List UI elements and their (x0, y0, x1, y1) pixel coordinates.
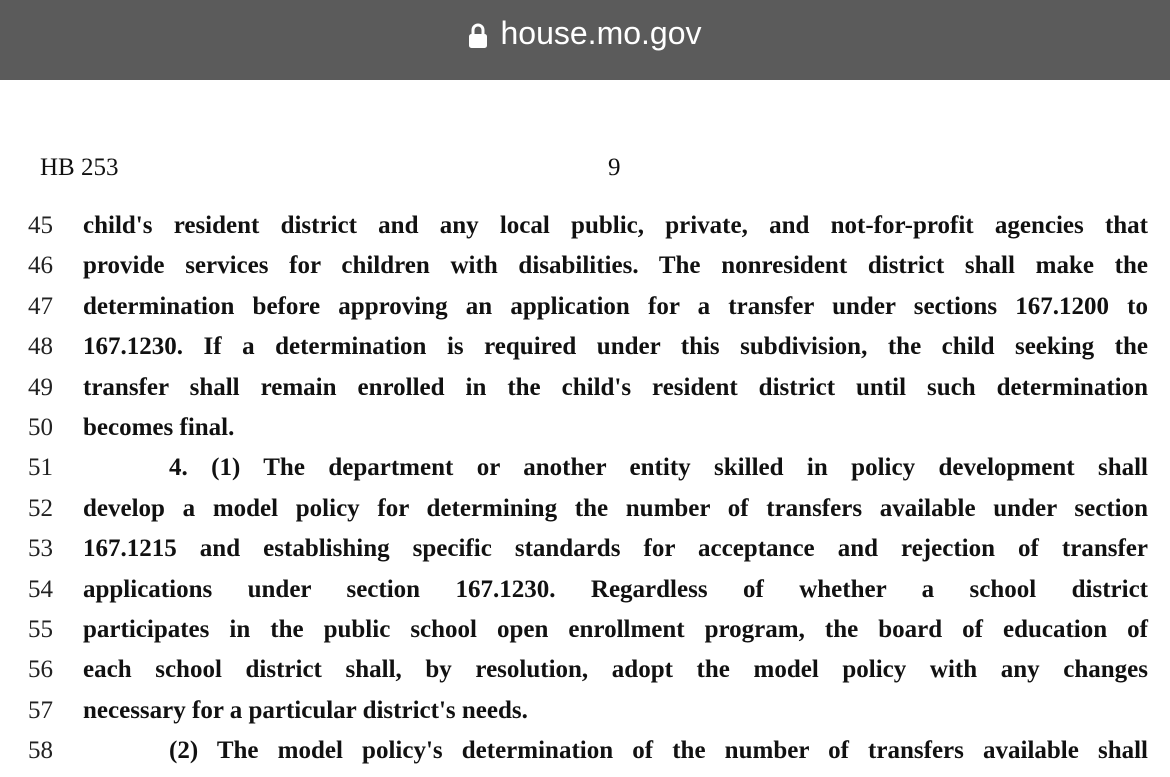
line-number: 57 (28, 696, 53, 724)
line-number: 49 (28, 373, 53, 401)
line-number: 53 (28, 535, 53, 563)
document-line (0, 737, 1170, 777)
line-text: determination before approving an application for a transfer under sections 167.1200 to (83, 292, 1148, 320)
line-text: 4. (1) The department or another entity skilled in policy development shall (169, 454, 1148, 482)
lock-icon (468, 20, 488, 46)
document-line (0, 252, 1170, 292)
document-line (0, 374, 1170, 414)
line-number: 52 (28, 494, 53, 522)
document-line (0, 697, 1170, 737)
line-number: 45 (28, 212, 53, 239)
line-text: 167.1230. If a determination is required under this subdivision, the child seeking the (83, 333, 1148, 361)
line-text: 167.1215 and establishing specific standards for acceptance and rejection of transfer (83, 535, 1148, 563)
line-text: each school district shall, by resolution, adopt the model policy with any changes (83, 656, 1148, 684)
line-text: necessary for a particular district's needs. (83, 696, 528, 724)
document-line (0, 576, 1170, 616)
line-text: (2) The model policy's determination of the number of transfers available shall (169, 737, 1148, 765)
line-number: 56 (28, 656, 53, 684)
document-line (0, 454, 1170, 494)
document-page (0, 80, 1170, 765)
line-text: child's resident district and any local public, private, and not-for-profit agencies that (83, 212, 1148, 239)
page-number: 9 (608, 154, 621, 181)
line-number: 51 (28, 454, 53, 482)
line-number: 48 (28, 333, 53, 361)
document-line (0, 656, 1170, 696)
line-text: transfer shall remain enrolled in the child's resident district until such determination (83, 373, 1148, 401)
url-text: house.mo.gov (500, 14, 702, 51)
line-text: applications under section 167.1230. Regardless of whether a school district (83, 575, 1148, 603)
line-number: 46 (28, 252, 53, 280)
document-line (0, 333, 1170, 373)
line-number: 54 (28, 575, 53, 603)
line-number: 58 (28, 737, 53, 765)
document-line (0, 293, 1170, 333)
line-text: participates in the public school open enrollment program, the board of education of (83, 616, 1148, 643)
line-text: becomes final. (83, 414, 235, 441)
document-line (0, 495, 1170, 535)
document-line (0, 212, 1170, 252)
line-text: provide services for children with disabilities. The nonresident district shall make the (83, 252, 1148, 280)
line-number: 50 (28, 414, 53, 441)
document-header (40, 154, 1170, 184)
bill-number: HB 253 (40, 154, 119, 181)
browser-url-bar[interactable] (0, 0, 1170, 80)
line-number: 55 (28, 616, 53, 643)
document-line (0, 616, 1170, 656)
line-number: 47 (28, 292, 53, 320)
document-line (0, 535, 1170, 575)
line-text: develop a model policy for determining the number of transfers available under section (83, 494, 1148, 522)
url-display[interactable] (468, 15, 701, 52)
document-line (0, 414, 1170, 454)
